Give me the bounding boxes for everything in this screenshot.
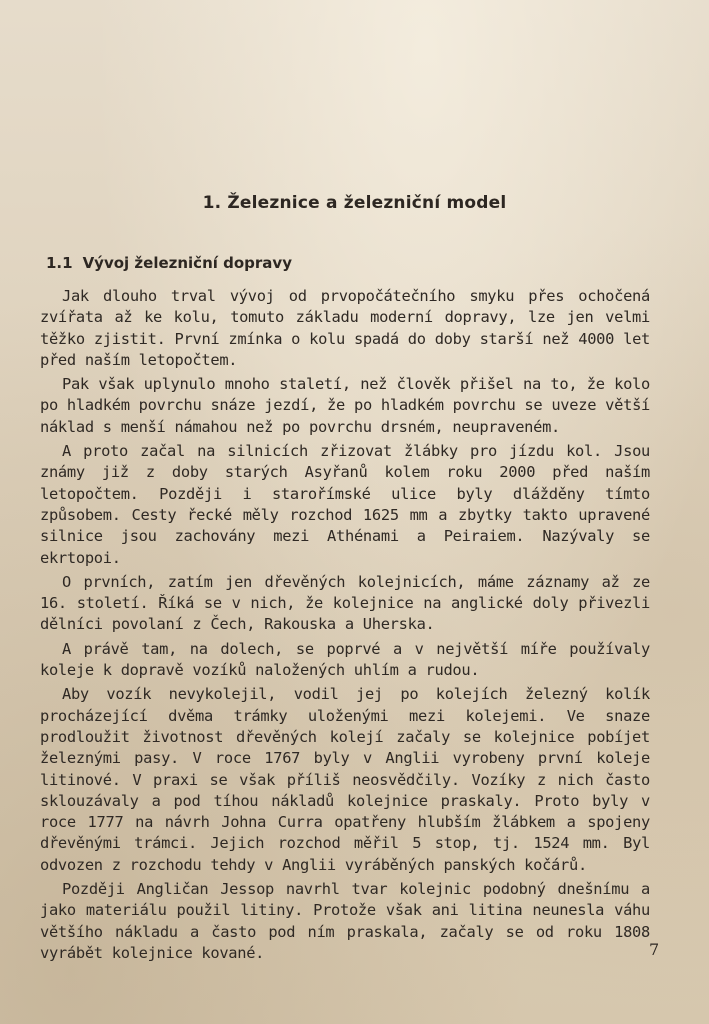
paragraph: Pak však uplynulo mnoho staletí, než člověk přišel na to, že kolo po hladkém povrchu snáze jezdí, že po hladkém povrchu se uveze větší náklad s menší námahou než po povrchu drsném, neupraveném.	[40, 375, 650, 436]
paragraph: A právě tam, na dolech, se poprvé a v největší míře používaly koleje k dopravě vozíků naložených uhlím a rudou.	[40, 639, 650, 680]
section-number: 1.1	[46, 254, 73, 272]
body-text	[40, 286, 650, 967]
section-title: Vývoj železniční dopravy	[82, 254, 292, 272]
section-heading	[46, 254, 292, 272]
paragraph: O prvních, zatím jen dřevěných kolejnicích, máme záznamy až ze 16. století. Říká se v nich, že kolejnice na anglické doly přivezli dělníci povolaní z Čech, Rakouska a Uherska.	[40, 572, 650, 634]
paragraph: Později Angličan Jessop navrhl tvar kolejnic podobný dnešnímu a jako materiálu použil litiny. Protože však ani litina neunesla váhu většího nákladu a často pod ním praskala, začaly se od roku 1808 vyrábět kolejnice kované.	[40, 880, 650, 962]
page-number: 7	[649, 940, 660, 959]
chapter-title: 1. Železnice a železniční model	[202, 193, 507, 213]
paragraph: Aby vozík nevykolejil, vodil jej po kolejích železný kolík procházející dvěma trámky uloženými mezi kolejemi. Ve snaze prodloužit životnost dřevěných kolejí začaly se kolejnice pobíjet železnými pasy. V roce 1767 byly v Anglii vyrobeny první koleje litinové. V praxi se však příliš neosvědčily. Vozíky z nich často sklouzávaly a pod tíhou nákladů kolejnice praskaly. Proto byly v roce 1777 na návrh Johna Curra opatřeny hlubším žlábkem a spojeny dřevěnými trámci. Jejich rozchod měřil 5 stop, tj. 1524 mm. Byl odvozen z rozchodu tehdy v Anglii vyráběných panských kočárů.	[40, 685, 650, 874]
paragraph: A proto začal na silnicích zřizovat žlábky pro jízdu kol. Jsou známy již z doby starých Asyřanů kolem roku 2000 před naším letopočtem. Později i starořímské ulice byly dlážděny tímto způsobem. Cesty řecké měly rozchod 1625 mm a zbytky takto upravené silnice jsou zachovány mezi Athénami a Peiraiem. Nazývaly se ekrtopoi.	[40, 442, 650, 567]
paragraph: Jak dlouho trval vývoj od prvopočátečního smyku přes ochočená zvířata až ke kolu, tomuto základu moderní dopravy, lze jen velmi těžko zjistit. První zmínka o kolu spadá do doby starší než 4000 let před naším letopočtem.	[40, 287, 650, 369]
